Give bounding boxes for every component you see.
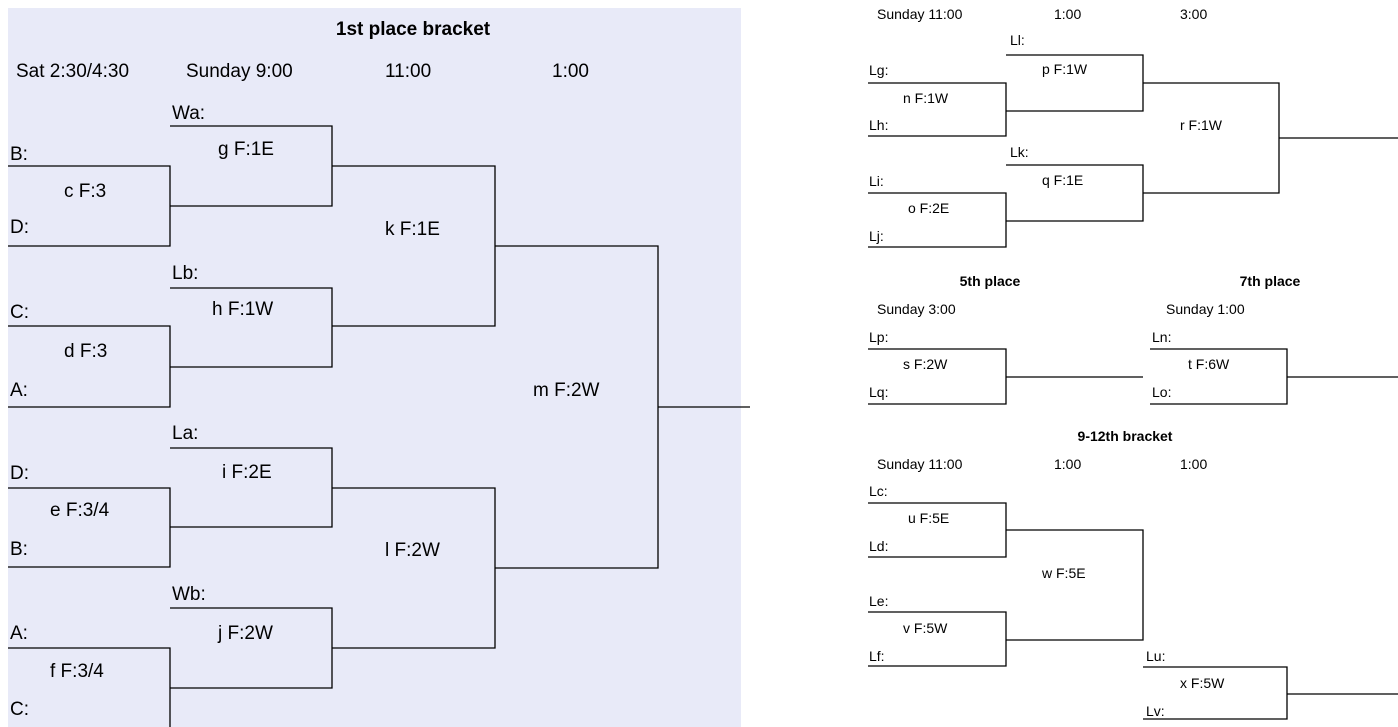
column-header: Sunday 11:00 (877, 6, 963, 22)
seed-label: La: (172, 423, 199, 444)
seed-label: Lb: (172, 263, 199, 284)
slot-label: A: (10, 380, 28, 401)
seed-label: Ll: (1010, 32, 1025, 48)
column-header: 3:00 (1180, 6, 1208, 22)
game-label: c F:3 (64, 181, 107, 202)
game-label: x F:5W (1180, 675, 1225, 691)
slot-label: B: (10, 539, 28, 560)
column-header-sat: Sat 2:30/4:30 (16, 61, 130, 82)
game-label: t F:6W (1188, 356, 1230, 372)
column-header-1: 1:00 (552, 61, 589, 82)
seed-label: Wb: (172, 584, 206, 605)
column-header: 1:00 (1054, 456, 1082, 472)
column-header-sunday-9: Sunday 9:00 (186, 61, 293, 82)
game-label: j F:2W (218, 623, 273, 644)
seventh-place-title: 7th place (1239, 273, 1301, 289)
game-label: r F:1W (1180, 117, 1222, 133)
slot-label: C: (10, 302, 29, 323)
slot-label: Li: (869, 173, 884, 189)
game-label: w F:5E (1042, 565, 1086, 581)
column-header: 1:00 (1180, 456, 1208, 472)
game-label: d F:3 (64, 341, 108, 362)
slot-label: Lv: (1146, 703, 1165, 719)
match-time: Sunday 1:00 (1166, 301, 1245, 317)
slot-label: C: (10, 699, 29, 720)
seed-label: Lk: (1010, 144, 1029, 160)
slot-label: A: (10, 623, 28, 644)
game-label: l F:2W (385, 540, 440, 561)
slot-label: Ln: (1152, 329, 1172, 345)
nine-twelve-lines (868, 503, 1398, 719)
fifth-place-title: 5th place (959, 273, 1021, 289)
game-label: s F:2W (903, 356, 948, 372)
slot-label: Lj: (869, 228, 884, 244)
slot-label: Lh: (869, 117, 889, 133)
game-label: n F:1W (903, 90, 949, 106)
game-label: u F:5E (908, 510, 950, 526)
main-r1-lines (8, 126, 750, 727)
slot-label: Le: (869, 593, 889, 609)
slot-label: Lu: (1146, 648, 1166, 664)
game-label: i F:2E (222, 462, 272, 483)
slot-label: D: (10, 217, 29, 238)
game-label: k F:1E (385, 219, 440, 240)
slot-label: Lq: (869, 384, 889, 400)
slot-label: Ld: (869, 538, 889, 554)
game-label: q F:1E (1042, 172, 1084, 188)
slot-label: B: (10, 144, 28, 165)
final-game-label: m F:2W (533, 380, 600, 401)
game-label: h F:1W (212, 299, 274, 320)
slot-label: Lf: (869, 648, 885, 664)
match-time: Sunday 3:00 (877, 301, 956, 317)
slot-label: D: (10, 463, 29, 484)
first-place-bracket-title: 1st place bracket (335, 19, 491, 40)
game-label: e F:3/4 (50, 500, 110, 521)
slot-label: Lg: (869, 62, 889, 78)
column-header: 1:00 (1054, 6, 1082, 22)
slot-label: Lc: (869, 483, 888, 499)
game-label: v F:5W (903, 620, 948, 636)
game-label: f F:3/4 (50, 661, 104, 682)
slot-label: Lo: (1152, 384, 1172, 400)
seed-label: Wa: (172, 103, 206, 124)
column-header-11: 11:00 (385, 61, 432, 82)
column-header: Sunday 11:00 (877, 456, 963, 472)
nine-twelve-title: 9-12th bracket (1077, 428, 1173, 444)
game-label: g F:1E (218, 139, 274, 160)
game-label: p F:1W (1042, 61, 1088, 77)
game-label: o F:2E (908, 200, 950, 216)
consolation-lines (868, 55, 1398, 247)
slot-label: Lp: (869, 329, 889, 345)
